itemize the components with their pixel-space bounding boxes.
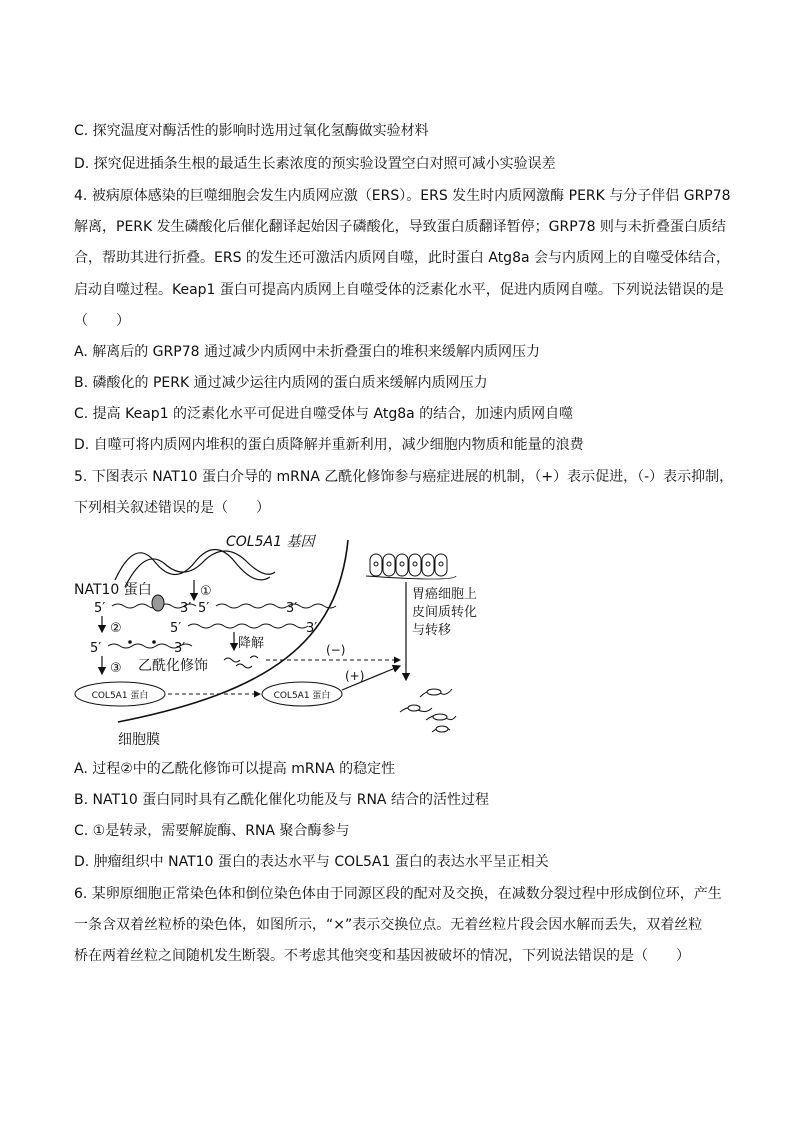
option-5d: D. 肿瘤组织中 NAT10 蛋白的表达水平与 COL5A1 蛋白的表达水平呈正相关: [74, 854, 549, 870]
question-6-line-3: 桥在两着丝粒之间随机发生断裂。不考虑其他突变和基因被破坏的情况，下列说法错误的是（ ）: [74, 948, 690, 964]
option-4b: B. 磷酸化的 PERK 通过减少运往内质网的蛋白质来缓解内质网压力: [74, 375, 488, 391]
five-prime-label-4: 5′: [90, 641, 102, 656]
step1-label: ①: [200, 584, 212, 599]
mesenchymal-cells-icon: [400, 689, 456, 732]
nat10-label: NAT10 蛋白: [74, 582, 152, 598]
question-4-line-3: 合，帮助其进行折叠。ERS 的发生还可激活内质网自噬，此时蛋白 Atg8a 会与内质网上的自噬受体结合，: [74, 250, 731, 266]
three-prime-label-3: 3′: [306, 621, 318, 636]
svg-text:COL5A1 蛋白: COL5A1 蛋白: [91, 691, 149, 701]
option-5a: A. 过程②中的乙酰化修饰可以提高 mRNA 的稳定性: [74, 761, 396, 777]
option-3d: D. 探究促进插条生根的最适生长素浓度的预实验设置空白对照可减小实验误差: [74, 156, 556, 172]
cancer-label-1: 胃癌细胞上: [412, 587, 478, 602]
option-3c: C. 探究温度对酶活性的影响时选用过氧化氢酶做实验材料: [74, 123, 429, 139]
degrade-label: 降解: [238, 636, 265, 651]
cancer-label-2: 皮间质转化: [412, 605, 478, 620]
step2-label: ②: [110, 621, 122, 636]
option-4a: A. 解离后的 GRP78 通过减少内质网中未折叠蛋白的堆积来缓解内质网压力: [74, 344, 540, 360]
step3-label: ③: [110, 661, 122, 676]
question-4-line-2: 解离，PERK 发生磷酸化后催化翻译起始因子磷酸化，导致蛋白质翻译暂停；GRP78 则与未折叠蛋白质结: [74, 219, 726, 235]
three-prime-label-4: 3′: [174, 641, 186, 656]
promote-label: (+): [345, 669, 365, 683]
membrane-label: 细胞膜: [118, 732, 160, 747]
question-6-line-1: 6. 某卵原细胞正常染色体和倒位染色体由于同源区段的配对及交换，在减数分裂过程中形成倒位环，产生: [74, 886, 722, 902]
question-5-line-2: 下列相关叙述错误的是（ ）: [74, 500, 270, 516]
question-4-line-4: 启动自噬过程。Keap1 蛋白可提高内质网上自噬受体的泛素化水平，促进内质网自噬。下列说法错误的是: [74, 282, 724, 298]
option-5b: B. NAT10 蛋白同时具有乙酰化催化功能及与 RNA 结合的活性过程: [74, 792, 489, 808]
epithelial-cells-icon: [366, 554, 456, 579]
option-5c: C. ①是转录，需要解旋酶、RNA 聚合酶参与: [74, 823, 350, 839]
five-prime-label-2: 5′: [198, 601, 210, 616]
question-4-line-1: 4. 被病原体感染的巨噬细胞会发生内质网应激（ERS）。ERS 发生时内质网激酶 PERK 与分子伴侣 GRP78: [74, 188, 731, 204]
svg-text:COL5A1 蛋白: COL5A1 蛋白: [273, 691, 331, 701]
five-prime-label: 5′: [94, 601, 106, 616]
three-prime-label-2: 3′: [286, 601, 298, 616]
mechanism-figure: [70, 532, 490, 747]
question-6-line-2: 一条含双着丝粒桥的染色体，如图所示，“×”表示交换位点。无着丝粒片段会因水解而丢失，双着丝粒: [74, 917, 703, 933]
option-4c: C. 提高 Keap1 的泛素化水平可促进自噬受体与 Atg8a 的结合，加速内质网自噬: [74, 406, 574, 422]
question-4-blank: （ ）: [74, 313, 130, 329]
nat10-protein-icon: [152, 595, 164, 611]
five-prime-label-3: 5′: [170, 621, 182, 636]
option-4d: D. 自噬可将内质网内堆积的蛋白质降解并重新利用，减少细胞内物质和能量的浪费: [74, 437, 584, 453]
three-prime-label: 3′: [180, 601, 192, 616]
question-5-line-1: 5. 下图表示 NAT10 蛋白介导的 mRNA 乙酰化修饰参与癌症进展的机制，（+）表示促进，（-）表示抑制，: [74, 469, 734, 485]
acetylation-label: 乙酰化修饰: [138, 658, 208, 674]
gene-label: COL5A1 基因: [226, 534, 315, 550]
cancer-label-3: 与转移: [412, 623, 452, 638]
inhibit-label: (−): [326, 643, 346, 657]
